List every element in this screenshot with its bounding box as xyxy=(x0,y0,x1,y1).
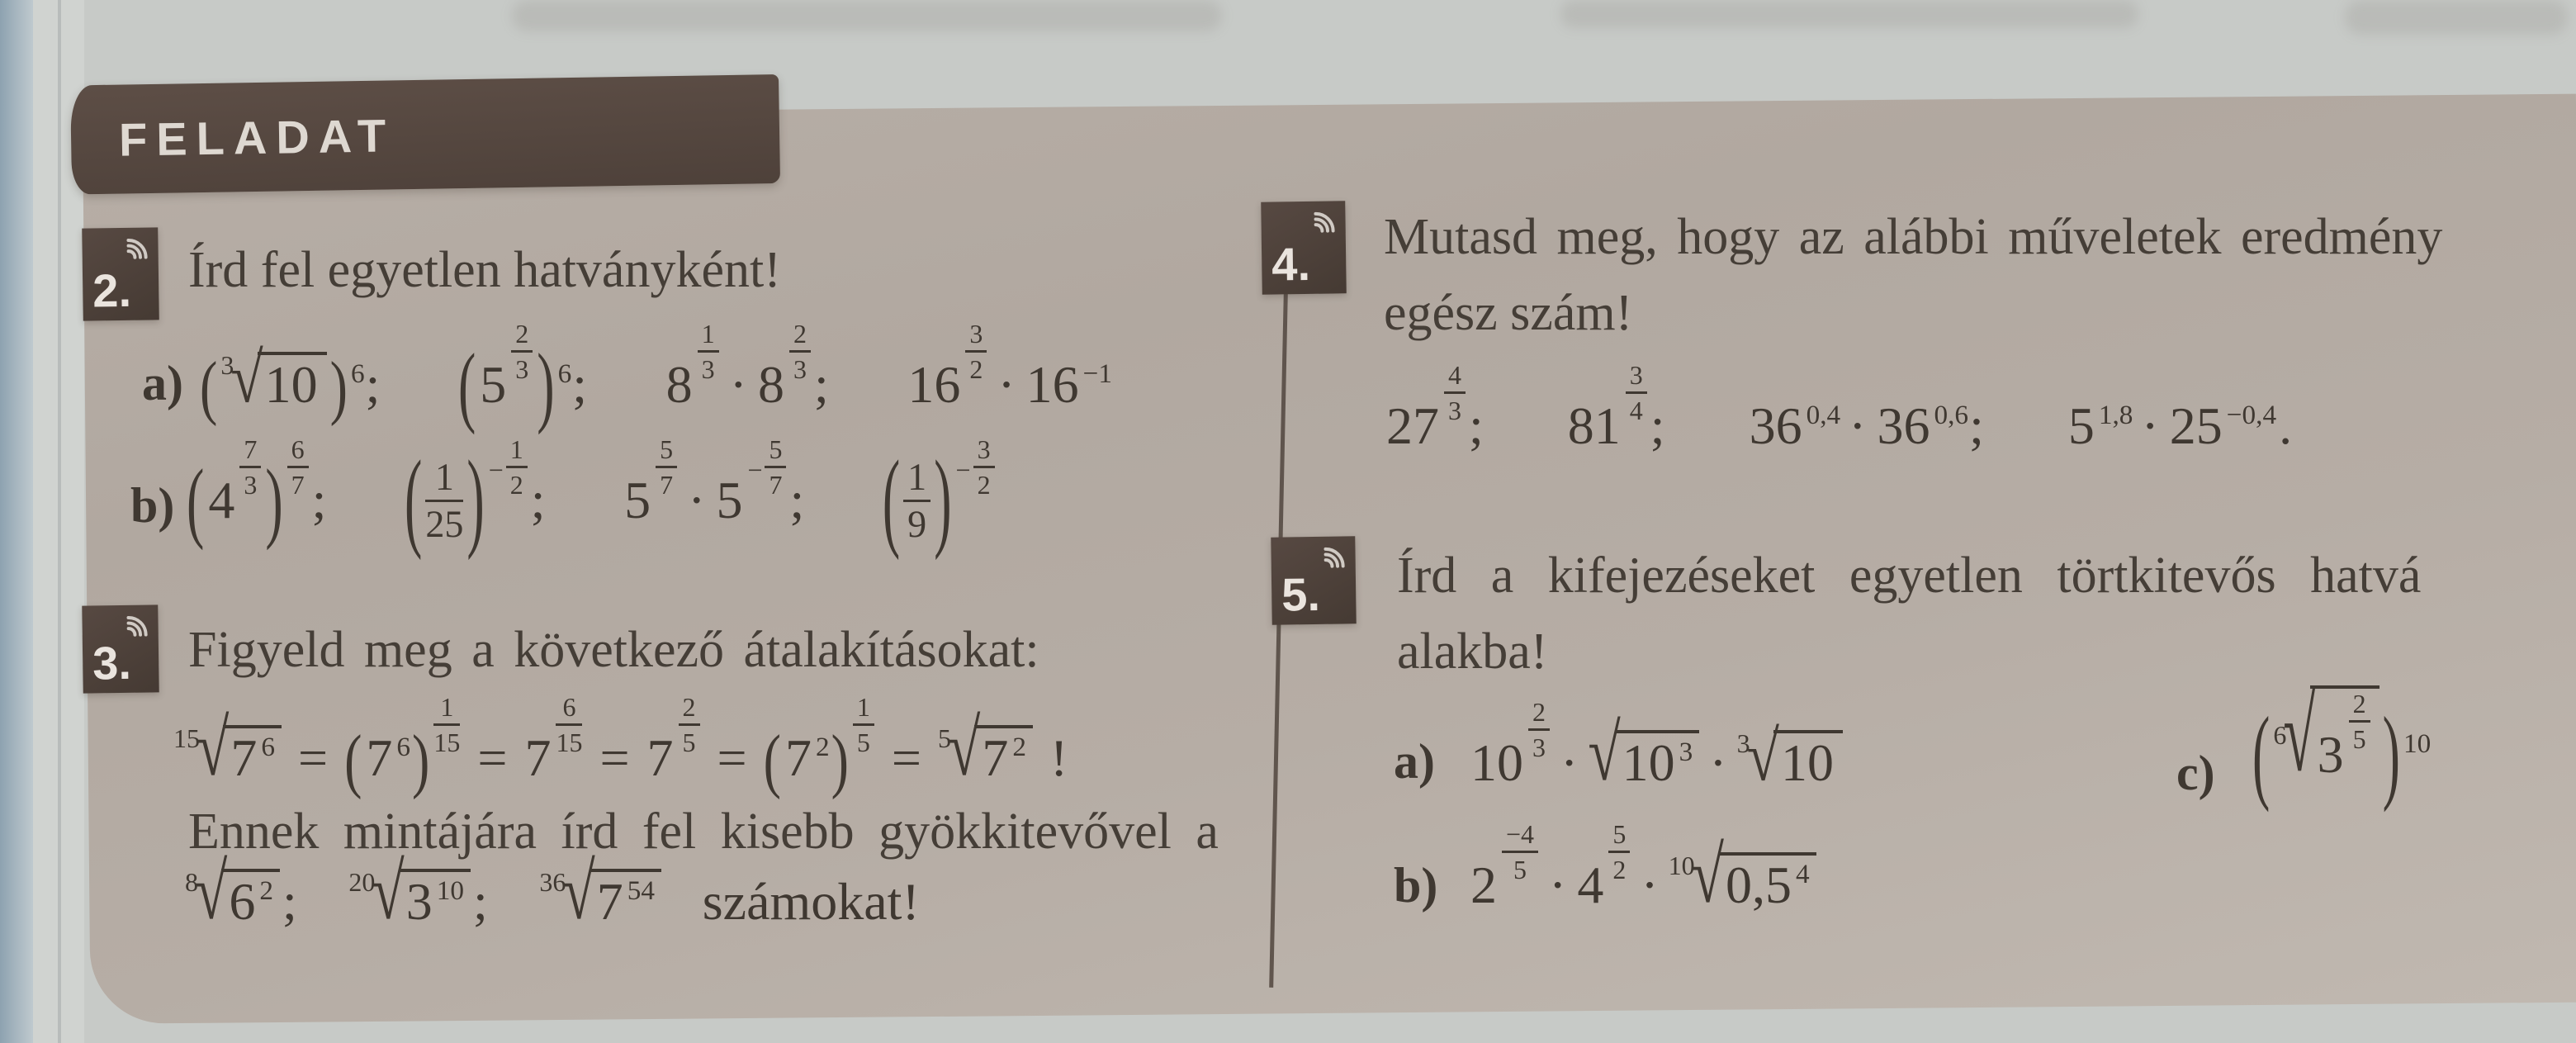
exercise5-part-a-math: 10 $\frac{2}{3}$ · √10 3 · 3√10 xyxy=(1468,699,1844,795)
exercise5-part-a-label: a) xyxy=(1394,734,1435,789)
exercise3-number: 3. xyxy=(92,636,132,690)
exercise4-number: 4. xyxy=(1271,237,1311,291)
exercise3-chain-math: 15√7 6 = (7 6) $\frac{1}{15}$ = 7 $\frac{6}{15}$ = 7 $\frac{2}{5}$ = (7 2) $\frac{1}{5}$ = 5√7 2 ! xyxy=(173,692,1068,800)
bleed-through-artifact xyxy=(2345,0,2568,35)
exercise5-badge xyxy=(1271,536,1356,624)
exercise4-title-line1: Mutasd meg, hogy az alábbi műveletek eredmény xyxy=(1384,209,2443,265)
exercise4-title-line2: egész szám! xyxy=(1384,285,1633,341)
bleed-through-artifact xyxy=(1560,0,2138,28)
sound-waves-icon xyxy=(1306,203,1343,240)
exercise2-badge xyxy=(82,227,159,320)
exercise5-part-c-math: ( 6√3 $\frac{2}{5}$ ) 10 xyxy=(2252,675,2432,813)
exercise3-badge xyxy=(82,604,159,693)
exercise4-math: 27 $\frac{4}{3}$ ; 81 $\frac{3}{4}$ ; 36 0,4 · 36 0,6; 5 1,8 · 25 −0,4. xyxy=(1386,360,2293,455)
exercise2-part-b-label: b) xyxy=(130,478,175,533)
exercise2-part-a-label: a) xyxy=(142,356,183,410)
bleed-through-artifact xyxy=(512,0,1222,31)
exercise3-title: Figyeld meg a következő átalakításokat: xyxy=(188,622,1039,678)
exercise3-closing-math: 8√6 2 ; 20√3 10 ; 36√7 54 számokat! xyxy=(185,846,920,936)
page-edge-shadow xyxy=(58,0,61,1043)
sound-waves-icon xyxy=(1316,538,1353,576)
exercise5-part-b-math: 2 $\frac{-4}{5}$ · 4 $\frac{5}{2}$ · 10√0,5 4 xyxy=(1468,821,1818,917)
exercise4-badge xyxy=(1261,201,1347,294)
exercise2-part-b-math: (4 $\frac{7}{3}$ ) $\frac{6}{7}$ ; ( $\frac{1}{25}$ ) − $\frac{1}{2}$ ; 5 $\frac{5}{7}$ · 5− $\frac{5}{7}$ ; ( $\frac{1}{9}$ ) − $\frac{3}{2}$ xyxy=(185,436,997,543)
exercise2-part-a-math: ( 3√10 ) 6; (5 $\frac{2}{3}$ ) 6; 8 $\frac{1}{3}$ · 8 $\frac{2}{3}$ ; 16 $\frac{3}{2}$ · 16 −1 xyxy=(200,319,1113,435)
exercise2-number: 2. xyxy=(92,263,132,317)
exercise5-title-line2: alakba! xyxy=(1397,623,1548,680)
exercise5-number: 5. xyxy=(1281,567,1321,621)
section-header-bar xyxy=(70,74,780,194)
exercise3-paragraph: Ennek mintájára írd fel kisebb gyökkitevővel a xyxy=(188,804,1219,860)
exercise5-part-b-label: b) xyxy=(1394,858,1438,913)
exercise5-title-line1: Írd a kifejezéseket egyetlen törtkitevős hatvá xyxy=(1397,548,2422,604)
exercise5-part-c-label: c) xyxy=(2176,746,2215,800)
sound-waves-icon xyxy=(119,607,156,644)
section-header-label: FELADAT xyxy=(118,108,395,166)
exercise2-title: Írd fel egyetlen hatványként! xyxy=(188,242,781,298)
sound-waves-icon xyxy=(119,230,156,267)
desk-edge-strip xyxy=(0,0,33,1043)
